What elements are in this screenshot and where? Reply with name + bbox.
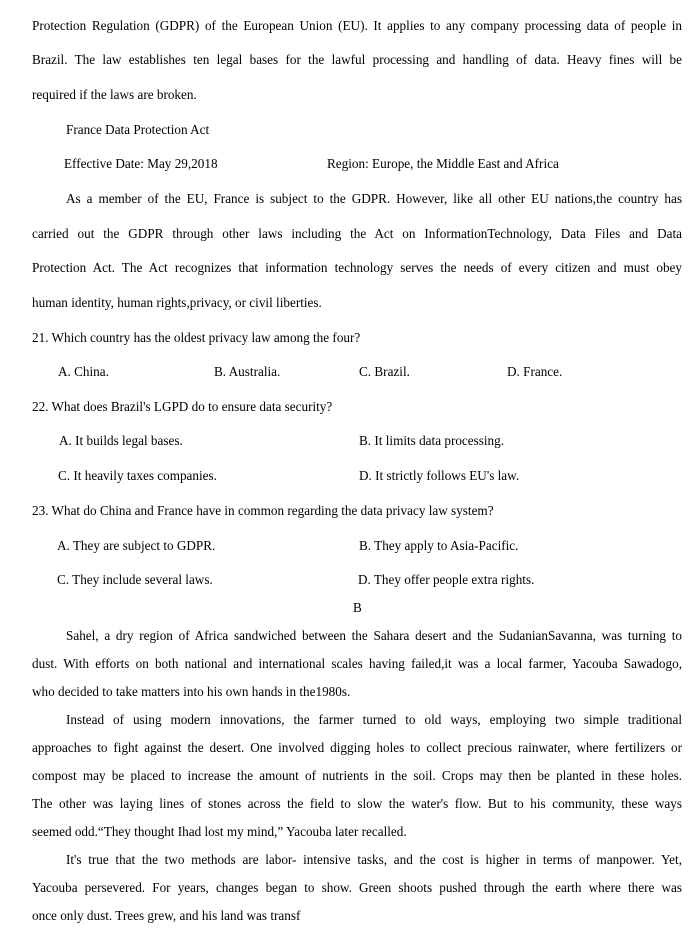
q23-option-c: C. They include several laws. (57, 572, 213, 587)
section-b-p3-line-1: It's true that the two methods are labor- intensive tasks, and the cost is higher in terms of manpower. Yet, (66, 852, 682, 867)
france-line-1: As a member of the EU, France is subject to the GDPR. However, like all other EU nations,the country has (66, 191, 682, 206)
q23-option-a: A. They are subject to GDPR. (57, 538, 216, 553)
q21-option-d: D. France. (507, 364, 563, 379)
section-b-heading: B (353, 600, 362, 615)
section-b-p2-line-1: Instead of using modern innovations, the farmer turned to old ways, employing two simple traditional (66, 712, 682, 727)
q21-option-b: B. Australia. (214, 364, 281, 379)
section-b-p2-line-4: The other was laying lines of stones across the field to slow the water's flow. But to his community, these ways (32, 796, 682, 811)
section-b-p2-line-3: compost may be placed to increase the amount of nutrients in the soil. Crops may then be planted in these holes. (32, 768, 682, 783)
france-region: Region: Europe, the Middle East and Africa (327, 156, 559, 171)
question-23-stem: 23. What do China and France have in common regarding the data privacy law system? (32, 503, 494, 518)
section-b-p1-line-3: who decided to take matters into his own hands in the1980s. (32, 684, 351, 699)
q22-option-c: C. It heavily taxes companies. (58, 468, 217, 483)
q22-option-a: A. It builds legal bases. (59, 433, 183, 448)
q22-option-d: D. It strictly follows EU's law. (359, 468, 520, 483)
section-b-p2-line-5: seemed odd.“They thought Ihad lost my mind,” Yacouba later recalled. (32, 824, 407, 839)
france-line-3: Protection Act. The Act recognizes that information technology serves the needs of every citizen and must obey (32, 260, 682, 275)
question-21-stem: 21. Which country has the oldest privacy law among the four? (32, 330, 361, 345)
q23-option-b: B. They apply to Asia-Pacific. (359, 538, 519, 553)
q22-option-b: B. It limits data processing. (359, 433, 505, 448)
intro-line-2: Brazil. The law establishes ten legal bases for the lawful processing and handling of data. Heavy fines will be (32, 52, 682, 67)
intro-line-1: Protection Regulation (GDPR) of the European Union (EU). It applies to any company processing data of people in (32, 18, 682, 33)
france-line-4: human identity, human rights,privacy, or civil liberties. (32, 295, 322, 310)
france-effective-date: Effective Date: May 29,2018 (64, 156, 218, 171)
q21-option-c: C. Brazil. (359, 364, 410, 379)
section-b-p3-line-2: Yacouba persevered. For years, changes began to show. Green shoots pushed through the earth where there was (32, 880, 682, 895)
intro-line-3: required if the laws are broken. (32, 87, 197, 102)
q23-option-d: D. They offer people extra rights. (358, 572, 535, 587)
q21-option-a: A. China. (58, 364, 109, 379)
section-b-p1-line-1: Sahel, a dry region of Africa sandwiched between the Sahara desert and the SudanianSavanna, was turning to (66, 628, 682, 643)
section-b-p2-line-2: approaches to fight against the desert. One involved digging holes to collect precious rainwater, where fertilizers or (32, 740, 682, 755)
section-b-p1-line-2: dust. With efforts on both national and international scales having failed,it was a local farmer, Yacouba Sawadogo, (32, 656, 682, 671)
section-b-p3-line-3: once only dust. Trees grew, and his land was transf (32, 908, 301, 923)
france-line-2: carried out the GDPR through other laws including the Act on InformationTechnology, Data Files and Data (32, 226, 682, 241)
france-title: France Data Protection Act (66, 122, 210, 137)
question-22-stem: 22. What does Brazil's LGPD do to ensure data security? (32, 399, 333, 414)
